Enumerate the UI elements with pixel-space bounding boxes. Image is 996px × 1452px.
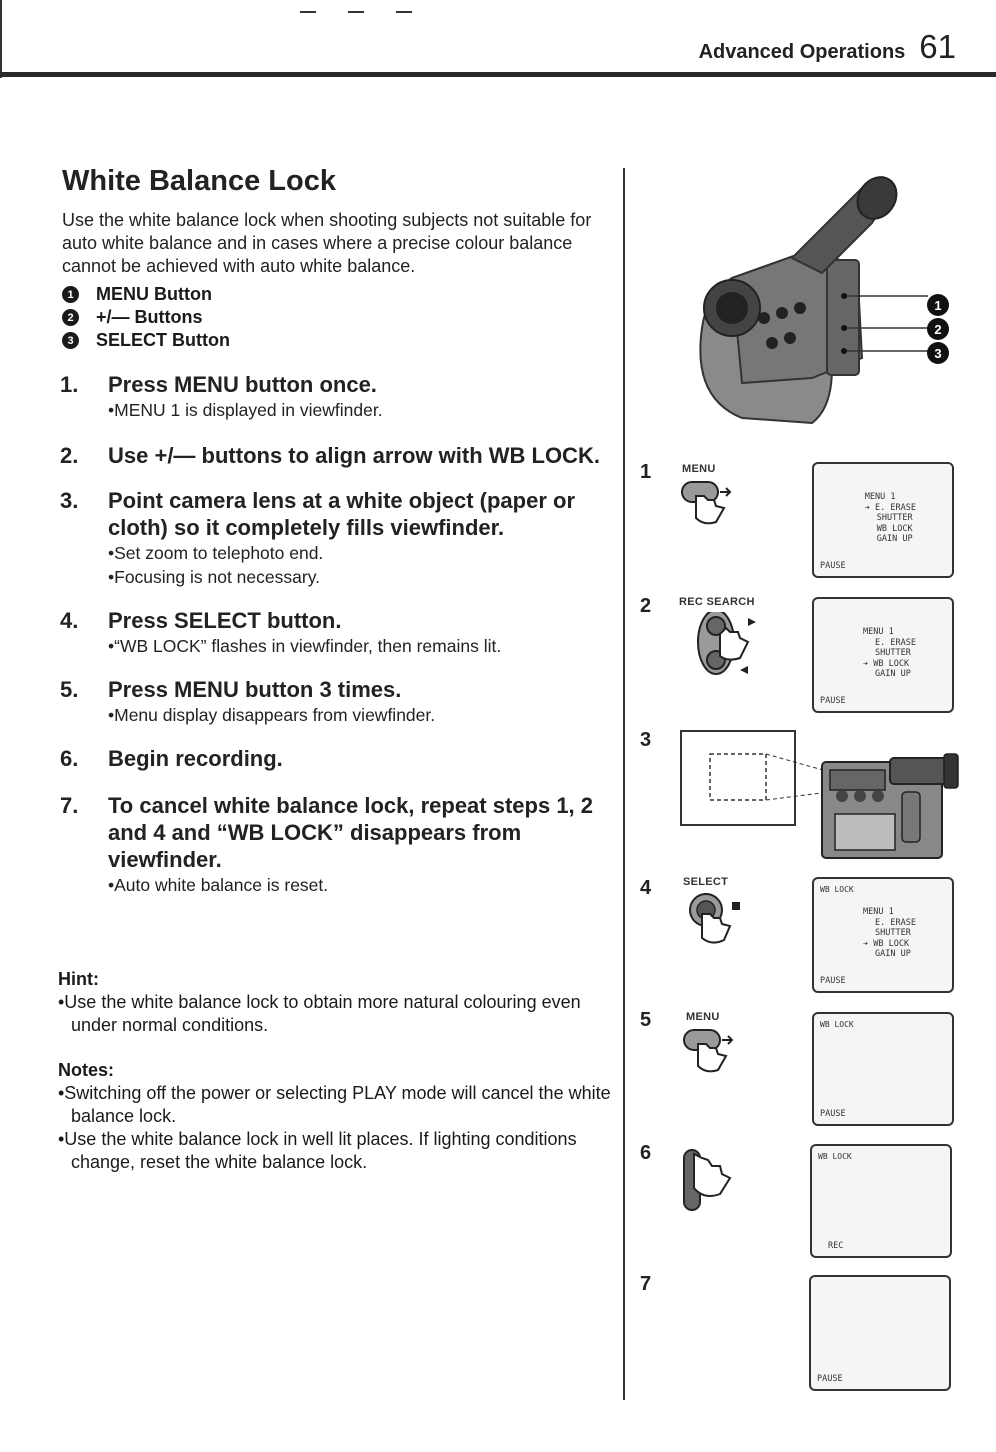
step-number: 5. <box>60 677 79 702</box>
figure-step-number: 6 <box>640 1142 652 1164</box>
step-note: •Focusing is not necessary. <box>108 567 321 587</box>
arrow-icon: ➔ <box>863 658 874 669</box>
rec-search-label: REC SEARCH <box>679 596 755 608</box>
callout-number: 2 <box>62 309 79 326</box>
viewfinder-screen-7 <box>809 1275 951 1391</box>
status-pause: PAUSE <box>820 561 846 571</box>
step-text: Point camera lens at a white object (paper or cloth) so it completely fills viewfinder. <box>108 488 576 540</box>
notes-section <box>58 1059 618 1174</box>
step-number: 3. <box>60 488 79 513</box>
figure-step-number: 3 <box>640 729 652 751</box>
white-object-framing-illustration <box>680 730 962 860</box>
menu-line-text: WB LOCK <box>873 938 910 949</box>
left-edge-rule <box>0 0 2 78</box>
status-pause: PAUSE <box>820 696 846 706</box>
arrow-icon: ➔ <box>863 938 874 949</box>
column-divider <box>623 168 625 1400</box>
select-button-label: SELECT <box>683 876 729 888</box>
arrow-icon: ➔ <box>864 502 876 513</box>
figure-step-number: 4 <box>640 877 652 899</box>
legend-item <box>62 283 230 306</box>
step-text: Begin recording. <box>108 746 283 771</box>
menu-line: MENU 1 <box>863 907 894 917</box>
menu-line <box>865 503 916 514</box>
wb-lock-indicator: WB LOCK <box>818 1152 852 1161</box>
menu-line: WB LOCK <box>876 523 913 534</box>
legend-item <box>62 306 230 329</box>
menu-button-label: MENU <box>686 1011 720 1023</box>
step-text: Press MENU button once. <box>108 372 377 397</box>
figure-step-number: 5 <box>640 1009 652 1031</box>
legend-label: SELECT Button <box>96 330 230 350</box>
note-item: •Use the white balance lock in well lit places. If lighting conditions change, reset the white balance lock. <box>58 1129 577 1172</box>
intro-paragraph: Use the white balance lock when shooting subjects not suitable for auto white balance and in cases where a precise colour balance cannot be achieved with auto white balance. <box>62 210 592 276</box>
section-title: Advanced Operations <box>698 41 906 63</box>
menu-line <box>863 659 916 670</box>
hint-item: •Use the white balance lock to obtain more natural colouring even under normal conditions. <box>58 992 581 1035</box>
menu-line-text: WB LOCK <box>873 658 910 669</box>
figure-step-number: 2 <box>640 595 652 617</box>
record-button-icon <box>680 1144 750 1214</box>
page-title: White Balance Lock <box>62 165 336 197</box>
callout-number: 1 <box>62 286 79 303</box>
menu-line: SHUTTER <box>875 648 911 658</box>
figure-step-number: 7 <box>640 1273 652 1295</box>
viewfinder-screen-5 <box>812 1012 954 1126</box>
step-item <box>60 607 615 658</box>
step-text: To cancel white balance lock, repeat steps 1, 2 and 4 and “WB LOCK” disappears from viewfinder. <box>108 793 594 872</box>
menu-line: E. ERASE <box>875 637 916 648</box>
hint-section <box>58 968 618 1037</box>
figure-step-number: 1 <box>640 461 652 483</box>
page-header <box>699 28 956 66</box>
viewfinder-menu <box>863 627 916 680</box>
callout-2: 2 <box>934 322 942 337</box>
step-item <box>60 745 615 772</box>
step-item <box>60 792 615 897</box>
step-note: •Menu display disappears from viewfinder. <box>108 705 436 725</box>
legend-label: +/— Buttons <box>96 307 203 327</box>
step-text: Press MENU button 3 times. <box>108 677 402 702</box>
header-rule <box>0 72 996 77</box>
step-text: Press SELECT button. <box>108 608 342 633</box>
step-item <box>60 487 615 589</box>
viewfinder-screen-6 <box>810 1144 952 1258</box>
menu-line: GAIN UP <box>876 534 913 544</box>
step-text: Use +/— buttons to align arrow with WB LOCK. <box>108 443 600 468</box>
menu-line: MENU 1 <box>863 627 894 637</box>
step-note: •Set zoom to telephoto end. <box>108 543 324 563</box>
step-number: 1. <box>60 372 79 397</box>
steps-list <box>60 371 615 911</box>
callout-number: 3 <box>62 332 79 349</box>
callout-1: 1 <box>934 298 942 313</box>
step-note: •Auto white balance is reset. <box>108 875 329 895</box>
wb-lock-indicator: WB LOCK <box>820 1020 854 1029</box>
step-number: 4. <box>60 608 79 633</box>
menu-line-text: E. ERASE <box>875 502 916 513</box>
hint-heading: Hint: <box>58 969 99 989</box>
menu-line: MENU 1 <box>864 492 896 502</box>
viewfinder-menu <box>863 907 916 960</box>
menu-line: E. ERASE <box>875 917 916 928</box>
status-pause: PAUSE <box>820 1109 846 1119</box>
finger-press-menu-icon <box>676 478 746 528</box>
top-registration-marks <box>300 0 444 18</box>
menu-line: SHUTTER <box>876 513 913 523</box>
viewfinder-screen-4 <box>812 877 954 993</box>
page-number: 61 <box>919 28 956 65</box>
legend-item <box>62 329 230 352</box>
step-number: 2. <box>60 443 79 468</box>
menu-line <box>863 939 916 950</box>
status-pause: PAUSE <box>820 976 846 986</box>
legend-label: MENU Button <box>96 284 212 304</box>
note-item: •Switching off the power or selecting PLAY mode will cancel the white balance lock. <box>58 1083 611 1126</box>
camcorder-illustration <box>672 168 962 438</box>
viewfinder-screen-1 <box>812 462 954 578</box>
finger-press-menu-icon <box>678 1026 748 1076</box>
status-rec: REC <box>828 1241 844 1251</box>
menu-line: SHUTTER <box>875 928 911 938</box>
step-item <box>60 442 615 469</box>
step-note: •“WB LOCK” flashes in viewfinder, then remains lit. <box>108 636 502 656</box>
viewfinder-menu <box>865 492 916 545</box>
step-item <box>60 371 615 422</box>
step-item <box>60 676 615 727</box>
callout-3: 3 <box>934 346 942 361</box>
wb-lock-indicator: WB LOCK <box>820 885 854 894</box>
button-legend <box>62 283 230 352</box>
notes-heading: Notes: <box>58 1060 115 1080</box>
finger-press-select-icon <box>686 890 751 950</box>
status-pause: PAUSE <box>817 1374 843 1384</box>
menu-line: GAIN UP <box>875 949 911 959</box>
step-note: •MENU 1 is displayed in viewfinder. <box>108 400 383 420</box>
menu-button-label: MENU <box>682 463 716 475</box>
menu-line: GAIN UP <box>875 669 911 679</box>
step-number: 6. <box>60 746 79 771</box>
step-number: 7. <box>60 793 79 818</box>
plus-minus-buttons-icon <box>690 612 765 692</box>
viewfinder-screen-2 <box>812 597 954 713</box>
